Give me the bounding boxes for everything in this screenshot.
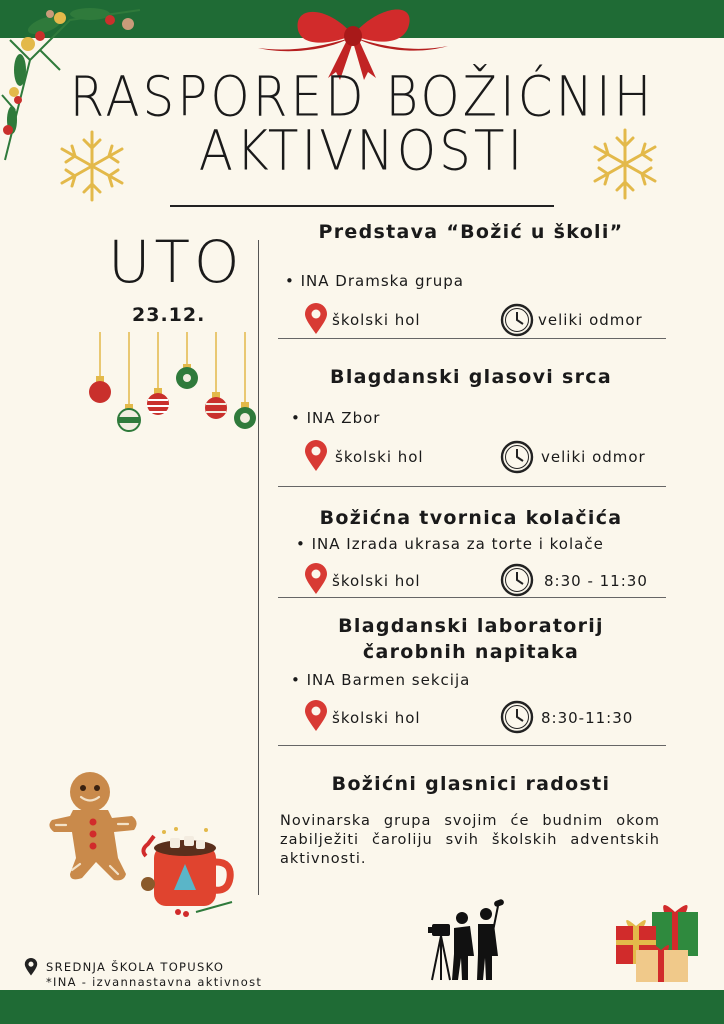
event-2-place: školski hol — [335, 448, 424, 466]
day-name: UTO — [108, 228, 244, 296]
event-4-group: • INA Barmen sekcija — [291, 671, 470, 689]
event-1-group: • INA Dramska grupa — [285, 272, 464, 290]
location-pin-icon — [304, 563, 328, 595]
clock-icon — [500, 440, 534, 474]
event-4-place: školski hol — [332, 709, 421, 727]
event-5-title: Božićni glasnici radosti — [331, 773, 611, 795]
location-pin-icon — [304, 440, 328, 472]
event-separator — [278, 486, 666, 487]
event-2-group: • INA Zbor — [291, 409, 380, 427]
event-2-time: veliki odmor — [541, 448, 646, 466]
event-3-title: Božićna tvornica kolačića — [319, 507, 623, 529]
clock-icon — [500, 700, 534, 734]
day-date: 23.12. — [132, 304, 206, 326]
clock-icon — [500, 303, 534, 337]
event-1-title: Predstava “Božić u školi” — [318, 221, 624, 243]
event-1-place: školski hol — [332, 311, 421, 329]
snowflake-icon — [590, 126, 660, 202]
location-pin-icon — [24, 958, 38, 976]
camera-crew-icon — [428, 896, 508, 984]
event-1-time: veliki odmor — [538, 311, 643, 329]
snowflake-icon — [57, 128, 127, 204]
event-3-group: • INA Izrada ukrasa za torte i kolače — [296, 535, 604, 553]
page-title-line1: RASPORED BOŽIĆNIH — [69, 65, 655, 129]
location-pin-icon — [304, 303, 328, 335]
gift-icon — [612, 900, 704, 984]
clock-icon — [500, 563, 534, 597]
event-4-time: 8:30-11:30 — [541, 709, 634, 727]
event-2-title: Blagdanski glasovi srca — [330, 366, 612, 388]
event-3-time: 8:30 - 11:30 — [544, 572, 648, 590]
event-3-place: školski hol — [332, 572, 421, 590]
event-separator — [278, 745, 666, 746]
bottom-banner — [0, 990, 724, 1024]
event-5-description: Novinarska grupa svojim će budnim okom zabilježiti čaroliju svih školskih adventskih aktivnosti. — [280, 813, 660, 867]
event-separator — [278, 597, 666, 598]
event-4-title-line2: čarobnih napitaka — [362, 641, 580, 663]
footer-note: *INA - izvannastavna aktivnost — [46, 975, 263, 989]
footer-school-name: SREDNJA ŠKOLA TOPUSKO — [46, 960, 225, 974]
ornament-icon — [86, 332, 262, 432]
location-pin-icon — [304, 700, 328, 732]
page-title-line2: AKTIVNOSTI — [198, 119, 526, 183]
gingerbread-icon — [48, 770, 140, 885]
event-4-title-line1: Blagdanski laboratorij — [338, 615, 604, 637]
event-separator — [278, 338, 666, 339]
title-divider — [170, 205, 554, 207]
mug-icon — [136, 826, 236, 918]
